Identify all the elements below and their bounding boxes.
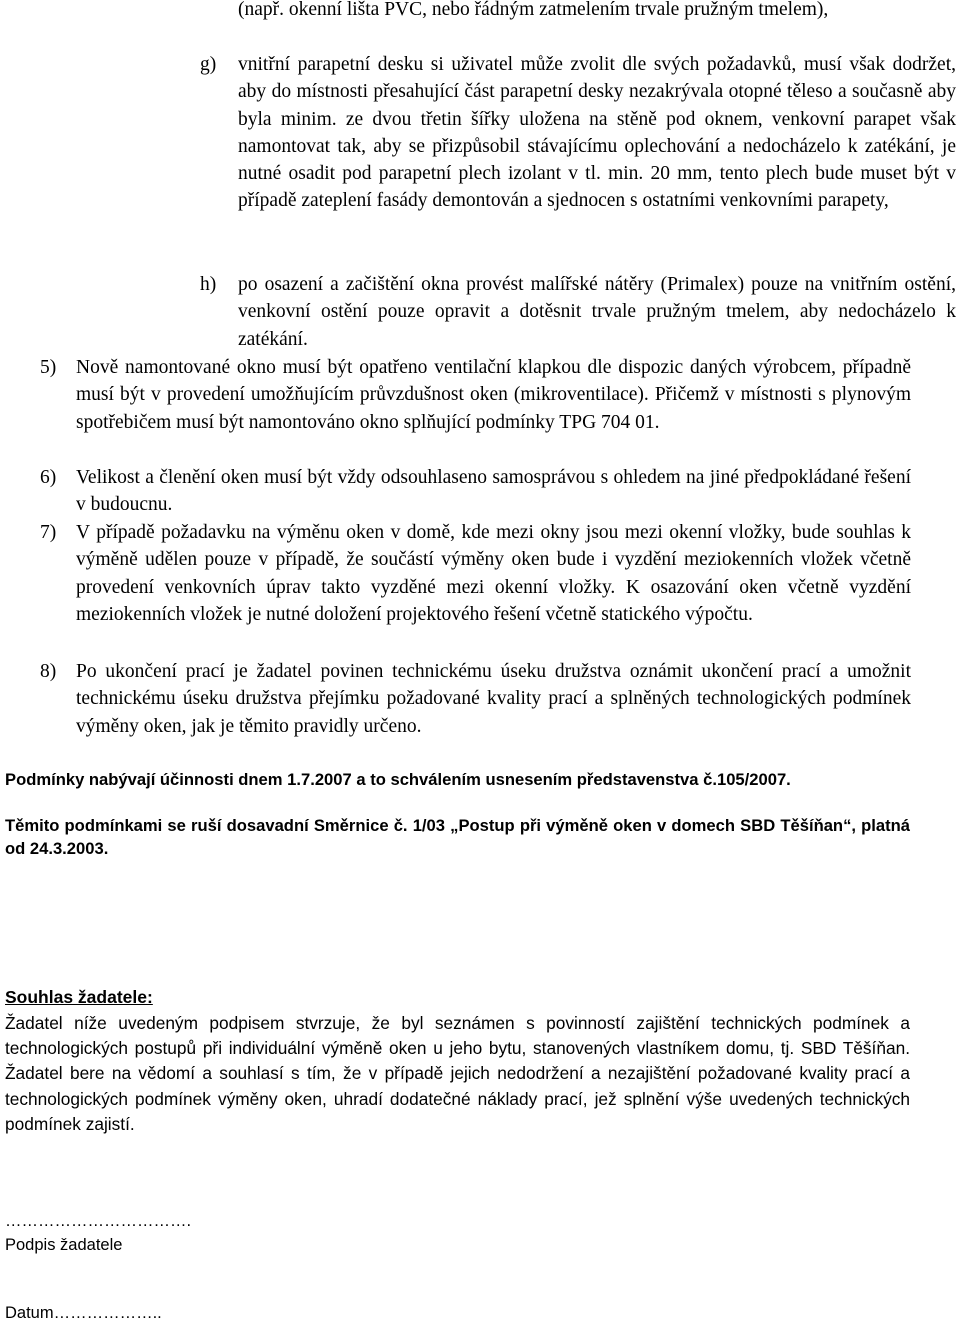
signature-line: …………………………….	[5, 1212, 192, 1230]
item-5-text: Nově namontované okno musí být opatřeno ventilační klapkou dle dispozic daných výrobcem, případně musí být v provedení umožňujícím průvzdušnost oken (mikroventilace). Přičemž v místnosti s plynovým spotřebičem musí být namontováno okno splňující podmínky TPG 704 01.	[76, 357, 911, 433]
item-7-text: V případě požadavku na výměnu oken v domě, kde mezi okny jsou mezi okenní vložky, bude souhlas k výměně udělen pouze v případě, že součástí výměny oken bude i vyzdění meziokenních vložek včetně provedení venkovních úprav takto vyzděné mezi okenní vložky. K osazování oken včetně vyzdění meziokenních vložek je nutné doložení projektového řešení včetně statického výpočtu.	[76, 522, 911, 625]
item-g-text: vnitřní parapetní desku si uživatel může zvolit dle svých požadavků, musí však dodržet, aby do místnosti přesahující část parapetní desky nezakrývala otopné těleso a současně aby byla minim. ze dvou třetin šířky uložena na stěně pod oknem, venkovní parapet však namontovat tak, aby se přizpůsobil stávajícímu oplechování a nedocházelo k zatékání, je nutné osadit pod parapetní plech izolant v tl. min. 20 mm, tento plech bude muset být v případě zateplení fasády demontován a sjednocen s ostatními venkovními parapety,	[238, 54, 956, 212]
item-8-marker: 8)	[40, 661, 57, 682]
item-f-continuation: (např. okenní lišta PVC, nebo řádným zatmelením trvale pružným tmelem),	[238, 0, 829, 20]
item-h-marker: h)	[200, 274, 217, 295]
item-8-text: Po ukončení prací je žadatel povinen technickému úseku družstva oznámit ukončení prací a umožnit technickému úseku družstva přejímku požadované kvality prací a splněných technologických podmínek výměny oken, jak je těmito pravidly určeno.	[76, 661, 911, 737]
item-6-marker: 6)	[40, 467, 57, 488]
date-line: Datum………………..	[5, 1304, 162, 1322]
signature-label: Podpis žadatele	[5, 1236, 123, 1254]
item-5-marker: 5)	[40, 357, 57, 378]
item-g-marker: g)	[200, 54, 217, 75]
item-6-text: Velikost a členění oken musí být vždy odsouhlaseno samosprávou s ohledem na jiné předpokládané řešení v budoucnu.	[76, 467, 911, 516]
consent-heading: Souhlas žadatele:	[5, 987, 153, 1007]
item-h-text: po osazení a začištění okna provést malířské nátěry (Primalex) pouze na vnitřním ostění, venkovní ostění pouze opravit a dotěsnit trvale pružným tmelem, aby nedocházelo k zatékání.	[238, 274, 956, 350]
validity-repeal-paragraph: Těmito podmínkami se ruší dosavadní Směrnice č. 1/03 „Postup při výměně oken v domech SBD Těšíňan“, platná od 24.3.2003.	[5, 816, 910, 858]
consent-body: Žadatel níže uvedeným podpisem stvrzuje, že byl seznámen s povinností zajištění technických podmínek a technologických postupů při individuální výměně oken u jeho bytu, stanovených vlastníkem domu, tj. SBD Těšíňan. Žadatel bere na vědomí a souhlasí s tím, že v případě jejich nedodržení a nezajištění požadované kvality prací a technologických podmínek výměny oken, uhradí dodatečné náklady prací, jež splnění výše uvedených technických podmínek zajistí.	[5, 1013, 910, 1134]
validity-effective-paragraph: Podmínky nabývají účinnosti dnem 1.7.2007 a to schválením usnesením představenstva č.105/2007.	[5, 770, 791, 789]
item-7-marker: 7)	[40, 522, 57, 543]
